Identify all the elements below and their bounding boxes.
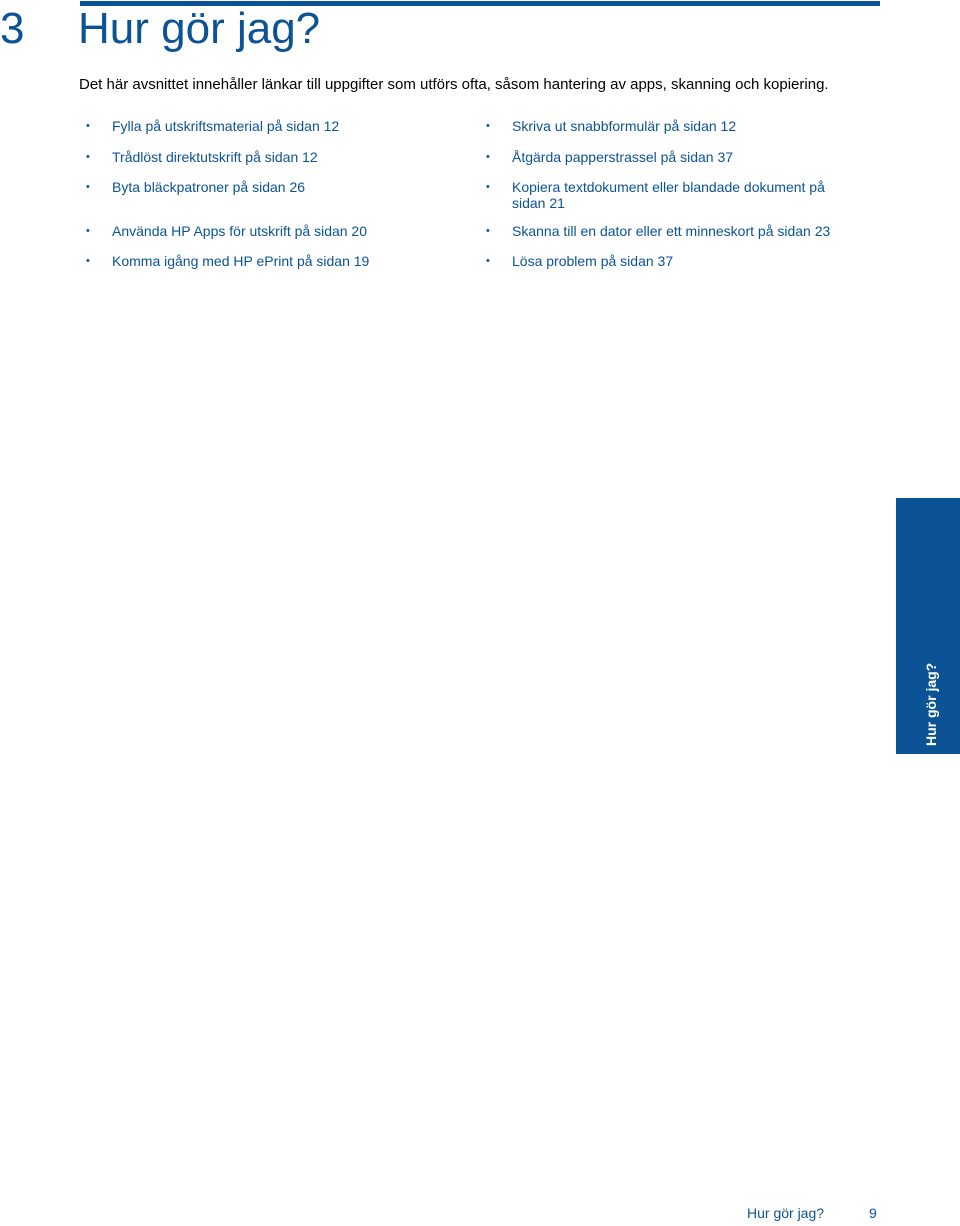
bullet-icon: •: [486, 255, 490, 267]
bullet-icon: •: [86, 120, 90, 132]
footer-page-number: 9: [869, 1205, 877, 1221]
link-skanna-till-dator[interactable]: Skanna till en dator eller ett minneskort på sidan 23: [512, 223, 831, 239]
chapter-side-tab: [896, 498, 960, 754]
bullet-icon: •: [86, 181, 90, 193]
bullet-icon: •: [486, 181, 490, 193]
bullet-icon: •: [486, 120, 490, 132]
side-tab-label: Hur gör jag?: [923, 662, 939, 746]
bullet-icon: •: [86, 151, 90, 163]
link-byta-blackpatroner[interactable]: Byta bläckpatroner på sidan 26: [112, 179, 306, 195]
link-atgarda-papperstrassel[interactable]: Åtgärda papperstrassel på sidan 37: [512, 149, 734, 165]
chapter-number: 3: [0, 4, 25, 53]
link-skriva-ut-snabbformular[interactable]: Skriva ut snabbformulär på sidan 12: [512, 118, 737, 134]
bullet-icon: •: [86, 255, 90, 267]
bullet-icon: •: [486, 225, 490, 237]
page-title: Hur gör jag?: [78, 4, 321, 53]
intro-paragraph: Det här avsnittet innehåller länkar till uppgifter som utförs ofta, såsom hantering av apps, skanning och kopiering.: [79, 76, 829, 93]
bullet-icon: •: [486, 151, 490, 163]
bullet-icon: •: [86, 225, 90, 237]
link-tradlost-direktutskrift[interactable]: Trådlöst direktutskrift på sidan 12: [112, 149, 318, 165]
link-komma-igang-hp-eprint[interactable]: Komma igång med HP ePrint på sidan 19: [112, 253, 370, 269]
link-kopiera-textdokument[interactable]: Kopiera textdokument eller blandade dokument på sidan 21: [512, 179, 825, 211]
footer-chapter-title: Hur gör jag?: [747, 1205, 825, 1221]
link-fylla-pa-utskriftsmaterial[interactable]: Fylla på utskriftsmaterial på sidan 12: [112, 118, 340, 134]
link-losa-problem[interactable]: Lösa problem på sidan 37: [512, 253, 674, 269]
link-anvanda-hp-apps[interactable]: Använda HP Apps för utskrift på sidan 20: [112, 223, 368, 239]
